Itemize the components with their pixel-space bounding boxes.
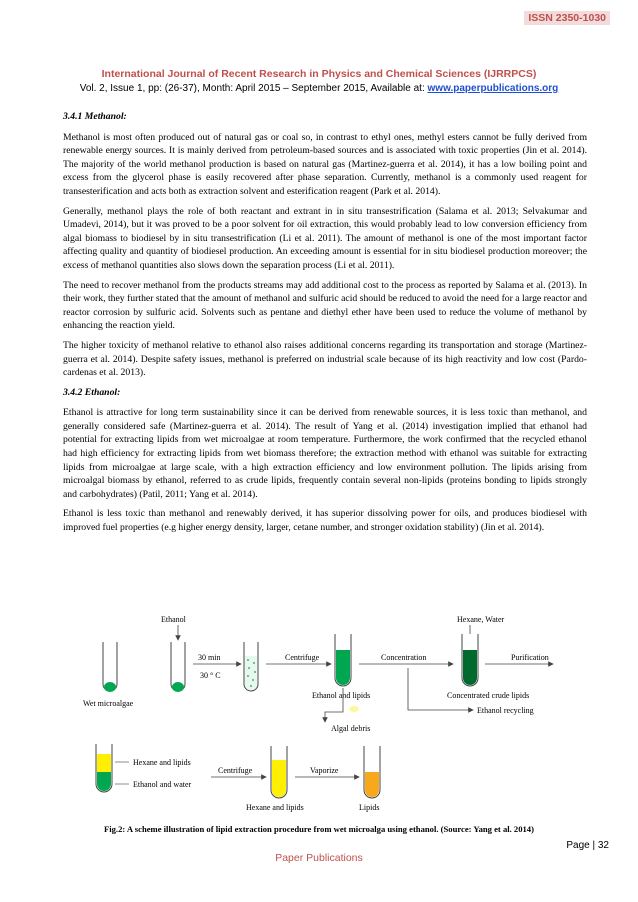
- journal-title: International Journal of Recent Research in Physics and Chemical Sciences (IJRRPCS): [101, 68, 537, 80]
- tube-two-phases: [96, 744, 112, 792]
- lipid-layer: [365, 772, 379, 797]
- label-ethanol-lipids: Ethanol and lipids: [312, 691, 371, 700]
- hexane-lipid-phase: [97, 754, 111, 772]
- tube-ethanol-lipids: [335, 634, 351, 686]
- concentrated-lipid-layer: [463, 650, 477, 685]
- label-concentration: Concentration: [381, 653, 427, 662]
- paragraph: The higher toxicity of methanol relative to ethanol also raises additional concerns regarding its transportation and storage (Martinez-guerra et al. 2014). Despite safety issues, methanol is preferred on industrial scale because of its high reactivity and low cost (Pardo-cardenas et al. 2013).: [63, 339, 587, 379]
- paragraph: Methanol is most often produced out of natural gas or coal so, in contrast to ethyl ones, methyl esters cannot be fully derived from renewable energy sources. It is mainly derived from petroleum-based sources and is associated with toxic properties (Jin et al. 2014). The majority of the world methanol production is based on natural gas (Martinez-guerra et al. 2014), it has a low boiling point and excess from the glycerol phase is easily recovered after phase separation. Currently, methanol is a commonly used reagent for transesterification and acts both as extraction solvent and esterification reagent (Park et al. 2014).: [63, 131, 587, 197]
- journal-info-text: Vol. 2, Issue 1, pp: (26-37), Month: April 2015 – September 2015, Available at:: [79, 83, 428, 94]
- tube-lipids: [364, 746, 380, 798]
- paragraph: Ethanol is less toxic than methanol and renewably derived, it has superior dissolving power for oils, and produces biodiesel with improved fuel properties (e.g higher energy density, larger, cetane number, and stronger oxidation stability) (Jin et al. 2014).: [63, 508, 587, 534]
- label-ethanol: Ethanol: [161, 615, 186, 624]
- algal-debris-blob: [349, 706, 359, 712]
- paragraph: The need to recover methanol from the products streams may add additional cost to the process as reported by Salama et al. (2013). In their work, they further stated that the amount of methanol and sulfuric acid should be reduced to avoid the need for a large reactor and reactor corrosion by sulfuric acid. Solvents such as pentane and diethyl ether have been used to reduce the volume of methanol by enhancing the reaction yield.: [63, 279, 587, 332]
- tube-mixture: [244, 642, 258, 691]
- label-wet-microalgae: Wet microalgae: [83, 699, 134, 708]
- label-centrifuge: Centrifuge: [285, 653, 320, 662]
- ethanol-water-phase: [97, 772, 111, 791]
- section-heading-ethanol: 3.4.2 Ethanol:: [63, 386, 121, 398]
- extraction-scheme-figure: [63, 612, 587, 822]
- label-vaporize: Vaporize: [310, 766, 339, 775]
- label-hexane-lipids: Hexane and lipids: [246, 803, 304, 812]
- paragraph: Generally, methanol plays the role of both reactant and extrant in in situ transestrification (Salama et al. 2013; Selvakumar and Umadevi, 2014), but it was proved to be a poor solvent for oil extraction, this would probably lead to low conversion efficiency from algal biomass to biodiesel by in situ transestrification (Li et al. 2011). The amount of methanol is one of the most important factor affecting quality and quantity of biodiesel production. An exceeding amount is essential for in situ biodiesel production moreover; the excess of methanol quantities also slows down the separation process (Li et al. 2011).: [63, 205, 587, 271]
- label-algal-debris: Algal debris: [331, 724, 371, 733]
- tube-hexane-lipids: [271, 746, 287, 798]
- tube-concentrated-lipids: [462, 634, 478, 686]
- article-body: [63, 110, 587, 541]
- label-purification: Purification: [511, 653, 549, 662]
- label-hexane-lipids-phase: Hexane and lipids: [133, 758, 191, 767]
- section-heading-methanol: 3.4.1 Methanol:: [63, 111, 127, 122]
- label-temperature: 30 ° C: [200, 671, 221, 680]
- label-centrifuge-2: Centrifuge: [218, 766, 253, 775]
- label-ethanol-recycling: Ethanol recycling: [477, 706, 534, 715]
- label-ethanol-water-phase: Ethanol and water: [133, 780, 192, 789]
- figure-caption: Fig.2: A scheme illustration of lipid extraction procedure from wet microalga using ethanol. (Source: Yang et al. 2014): [104, 824, 534, 834]
- tube-ethanol: [171, 642, 185, 692]
- publisher-name: Paper Publications: [275, 852, 363, 864]
- label-concentrated-lipids: Concentrated crude lipids: [447, 691, 530, 700]
- paragraph: Ethanol is attractive for long term sustainability since it can be derived from renewable sources, it is less toxic than methanol, and generally considered safe (Martinez-guerra et al. 2014). The result of Yang et al. (2014) investigation implied that ethanol had potential for extracting lipids from wet microalgae at room temperature. Furthermore, the work confirmed that the recycled ethanol had high efficiency for extracting lipids from wet biomass therefore; the extraction method with ethanol was suitable for extracting lipids from microalgae at large scale, with a high extraction efficiency and low environment pollution. The lipids arising from microalgal biomass by ethanol, referred to as crude lipids, frequently contain several non-lipids (proteins bonding to lipids strongly and carbohydrates) (Patil, 2011; Yang et al. 2014).: [63, 407, 587, 500]
- label-hexane-water: Hexane, Water: [457, 615, 505, 624]
- algae-pellet: [172, 682, 184, 692]
- algae-pellet: [104, 682, 116, 692]
- label-lipids: Lipids: [359, 803, 380, 812]
- page-number: Page | 32: [566, 840, 609, 851]
- label-time: 30 min: [198, 653, 221, 662]
- journal-link[interactable]: www.paperpublications.org: [427, 83, 559, 94]
- ethanol-lipid-layer: [336, 650, 350, 685]
- hexane-lipid-layer: [272, 760, 286, 797]
- tube-wet-microalgae: [103, 642, 117, 692]
- journal-info: [0, 83, 638, 94]
- issn-badge: ISSN 2350-1030: [524, 11, 610, 25]
